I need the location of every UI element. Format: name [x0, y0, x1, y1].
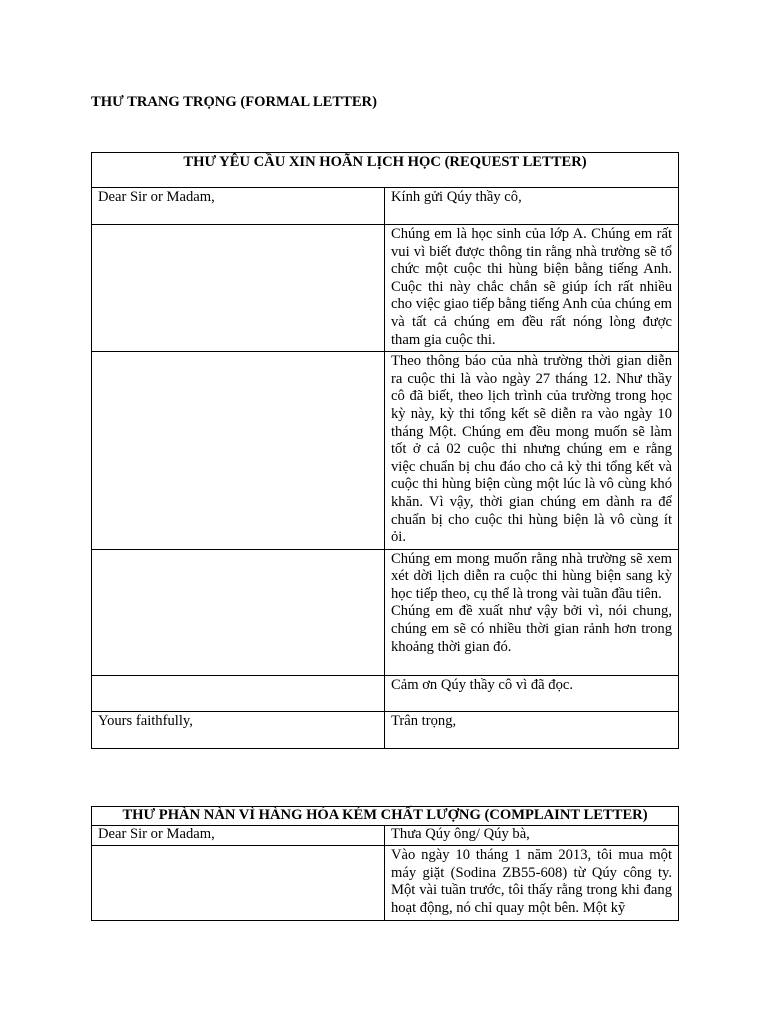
complaint-title-row: [92, 807, 679, 826]
request-title-row: [92, 153, 679, 188]
empty-cell: [92, 352, 385, 550]
request-paragraph-1: Chúng em là học sinh của lớp A. Chúng em rất vui vì biết được thông tin rằng nhà trường sẽ tổ chức một cuộc thi hùng biện bằng tiếng Anh. Cuộc thi này chắc chắn sẽ giúp ích rất nhiều cho việc giao tiếp bằng tiếng Anh của chúng em và tất cả chúng em đều rất nóng lòng được tham gia cuộc thi.: [385, 225, 679, 352]
request-letter-title: THƯ YÊU CẦU XIN HOÃN LỊCH HỌC (REQUEST LETTER): [92, 153, 679, 188]
request-paragraph-3b: Chúng em đề xuất như vậy bởi vì, nói chung, chúng em sẽ có nhiều thời gian rảnh hơn trong khoảng thời gian đó.: [391, 603, 672, 655]
empty-cell: [92, 846, 385, 920]
thanks-row: [92, 675, 679, 711]
greeting-row: [92, 188, 679, 225]
complaint-greeting-vi: Thưa Qúy ông/ Qúy bà,: [385, 825, 679, 846]
empty-cell: [92, 225, 385, 352]
complaint-greeting-row: [92, 825, 679, 846]
greeting-vi: Kính gửi Qúy thầy cô,: [385, 188, 679, 225]
page-heading: THƯ TRANG TRỌNG (FORMAL LETTER): [91, 94, 377, 110]
complaint-letter-title: THƯ PHÀN NÀN VÌ HÀNG HÓA KÉM CHẤT LƯỢNG (COMPLAINT LETTER): [92, 807, 679, 826]
complaint-letter-table: [91, 806, 679, 921]
complaint-paragraph-1: Vào ngày 10 tháng 1 năm 2013, tôi mua một máy giặt (Sodina ZB55-608) từ Qúy công ty. Một vài tuần trước, tôi thấy rằng trong khi đang hoạt động, nó chỉ quay một bên. Một kỹ: [385, 846, 679, 920]
complaint-greeting-en: Dear Sir or Madam,: [92, 825, 385, 846]
closing-en: Yours faithfully,: [92, 711, 385, 748]
request-paragraph-3a: Chúng em mong muốn rằng nhà trường sẽ xem xét dời lịch diễn ra cuộc thi hùng biện sang kỳ học tiếp theo, cụ thể là trong vài tuần đầu tiên.: [391, 550, 672, 602]
request-paragraph-2: Theo thông báo của nhà trường thời gian diễn ra cuộc thi là vào ngày 27 tháng 12. Như thầy cô đã biết, theo lịch trình của trường trong học kỳ này, kỳ thi tổng kết sẽ diễn ra vào ngày 10 tháng Một. Chúng em đều mong muốn sẽ làm tốt ở cả 02 cuộc thi nhưng chúng em e rằng việc chuẩn bị chu đáo cho cả kỳ thi tổng kết và cuộc thi hùng biện cùng một lúc là vô cùng khó khăn. Vì vậy, thời gian chúng em dành ra để chuẩn bị cho cuộc thi hùng biện là vô cùng ít ỏi.: [385, 352, 679, 550]
request-thanks: Cảm ơn Qúy thầy cô vì đã đọc.: [385, 675, 679, 711]
empty-cell: [92, 549, 385, 675]
paragraph-row-3: [92, 549, 679, 675]
request-letter-table: [91, 152, 679, 749]
empty-cell: [92, 675, 385, 711]
greeting-en: Dear Sir or Madam,: [92, 188, 385, 225]
paragraph-row-2: [92, 352, 679, 550]
request-paragraph-3: [385, 549, 679, 675]
closing-vi: Trân trọng,: [385, 711, 679, 748]
paragraph-row-1: [92, 225, 679, 352]
closing-row: [92, 711, 679, 748]
complaint-paragraph-row-1: [92, 846, 679, 920]
